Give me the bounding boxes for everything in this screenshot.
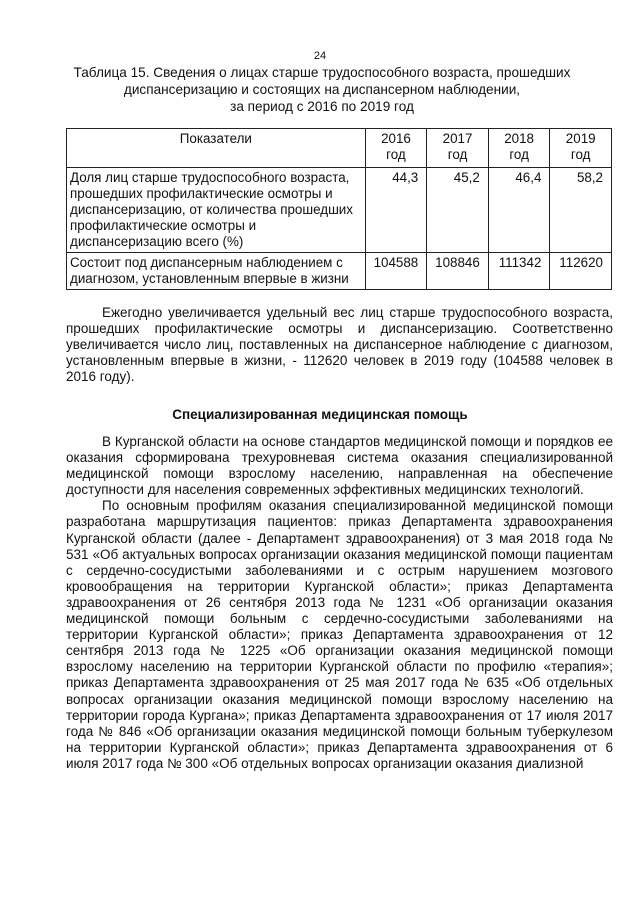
header-year-unit: год xyxy=(570,147,591,162)
header-year-value: 2017 xyxy=(442,131,473,146)
header-year-value: 2019 xyxy=(565,131,596,146)
row-label: Доля лиц старше трудоспособного возраста, прошедших профилактические осмотры и диспансеризацию, от количества прошедших профилактические осмотры и диспансеризацию всего (%) xyxy=(67,168,366,253)
header-year xyxy=(365,129,427,168)
row-label: Состоит под диспансерным наблюдением с диагнозом, установленным впервые в жизни xyxy=(67,253,366,290)
summary-paragraph-block xyxy=(66,305,613,385)
row-value: 58,2 xyxy=(550,168,612,253)
table-row xyxy=(67,253,612,290)
table-row xyxy=(67,168,612,253)
header-year-value: 2018 xyxy=(504,131,535,146)
row-value: 112620 xyxy=(550,253,612,290)
header-year xyxy=(488,129,550,168)
header-indicators: Показатели xyxy=(67,129,366,168)
summary-paragraph: Ежегодно увеличивается удельный вес лиц старше трудоспособного возраста, прошедших профилактические осмотры и диспансеризацию. Соответственно увеличивается число лиц, поставленных на диспансерное наблюдение с диагнозом, установленным впервые в жизни, - 112620 человек в 2019 году (104588 человек в 2016 году). xyxy=(66,305,613,385)
caption-line-3: за период с 2016 по 2019 год xyxy=(230,99,414,114)
row-value: 45,2 xyxy=(427,168,489,253)
section-heading: Специализированная медицинская помощь xyxy=(172,407,468,422)
header-year-unit: год xyxy=(509,147,529,162)
header-year xyxy=(427,129,489,168)
table-header-row xyxy=(67,129,612,168)
statistics-table xyxy=(66,128,612,290)
table-caption xyxy=(66,64,578,115)
header-year-unit: год xyxy=(447,147,468,162)
row-value: 46,4 xyxy=(488,168,550,253)
section-body xyxy=(66,434,613,772)
page-number: 24 xyxy=(313,50,327,62)
caption-line-2: диспансеризацию и состоящих на диспансерном наблюдении, xyxy=(123,82,521,97)
row-value: 104588 xyxy=(365,253,427,290)
header-year xyxy=(550,129,612,168)
header-year-value: 2016 xyxy=(381,131,411,146)
row-value: 111342 xyxy=(488,253,550,290)
row-value: 44,3 xyxy=(365,168,427,253)
row-value: 108846 xyxy=(427,253,489,290)
body-paragraph: По основным профилям оказания специализированной медицинской помощи разработана маршрутизация пациентов: приказ Департамента здравоохранения Курганской области (далее - Департамент здравоохранения) от 3 мая 2018 года № 531 «Об актуальных вопросах организации оказания медицинской помощи пациентам с сердечно-сосудистыми заболеваниями и с острым нарушением мозгового кровообращения на территории Курганской области»; приказ Департамента здравоохранения от 26 сентября 2013 года № 1231 «Об организации оказания медицинской помощи больным с сердечно-сосудистыми заболеваниями на территории Курганской области»; приказ Департамента здравоохранения от 12 сентября 2013 года № 1225 «Об организации оказания медицинской помощи взрослому населению на территории Курганской области по профилю «терапия»; приказ Департамента здравоохранения от 25 мая 2017 года № 635 «Об отдельных вопросах организации оказания медицинской помощи взрослому населению на территории города Кургана»; приказ Департамента здравоохранения от 17 июля 2017 года № 846 «Об организации оказания медицинской помощи больным туберкулезом на территории Курганской области»; приказ Департамента здравоохранения от 6 июля 2017 года № 300 «Об отдельных вопросах организации оказания диализной xyxy=(66,498,613,771)
caption-line-1: Таблица 15. Сведения о лицах старше трудоспособного возраста, прошедших xyxy=(73,65,571,80)
header-year-unit: год xyxy=(386,147,406,162)
body-paragraph: В Курганской области на основе стандартов медицинской помощи и порядков ее оказания сформирована трехуровневая система оказания специализированной медицинской помощи взрослому населению, направленная на обеспечение доступности для населения современных эффективных медицинских технологий. xyxy=(66,434,613,498)
